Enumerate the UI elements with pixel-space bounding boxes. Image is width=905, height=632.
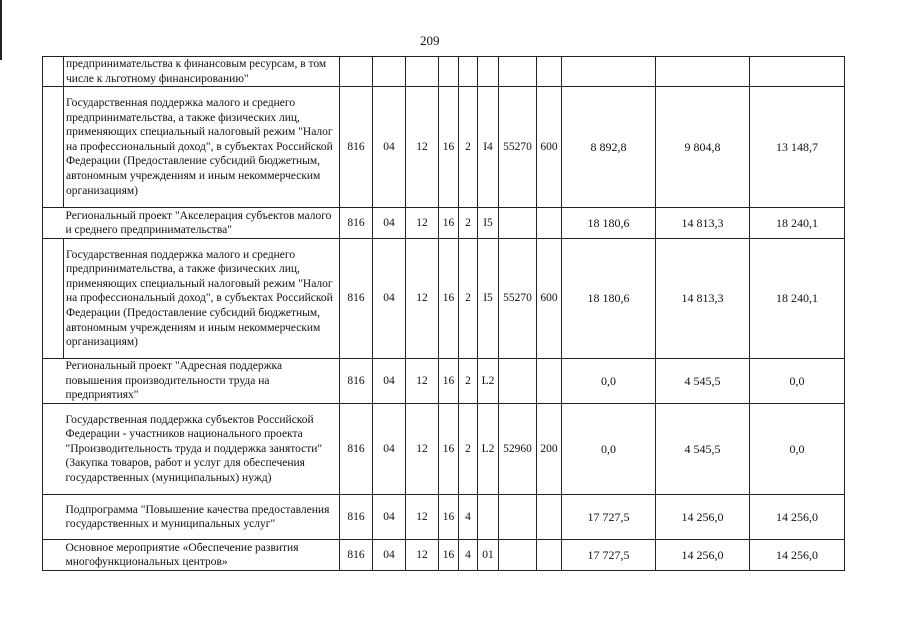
expense-type-cell <box>537 208 562 239</box>
ministry-code-cell: 816 <box>340 359 373 404</box>
project-code-cell: I5 <box>478 208 499 239</box>
table-row <box>43 540 845 571</box>
subprogram-code-cell: 2 <box>459 404 478 495</box>
amount-cell <box>562 57 656 87</box>
project-code-cell: 01 <box>478 540 499 571</box>
ministry-code-cell: 816 <box>340 208 373 239</box>
project-code-cell: I5 <box>478 239 499 359</box>
table-row <box>43 359 845 404</box>
program-code-cell: 16 <box>439 404 459 495</box>
expense-type-cell <box>537 57 562 87</box>
indent-cell <box>43 495 64 540</box>
amount-cell: 14 813,3 <box>656 239 750 359</box>
table-row <box>43 208 845 239</box>
amount-cell <box>656 57 750 87</box>
amount-cell: 18 180,6 <box>562 239 656 359</box>
subprogram-code-cell: 4 <box>459 540 478 571</box>
indent-cell <box>43 57 64 87</box>
subsection-code-cell: 12 <box>406 359 439 404</box>
page-number: 209 <box>420 33 440 48</box>
subprogram-code-cell: 2 <box>459 208 478 239</box>
item-name-cell: предпринимательства к финансовым ресурсам, в том числе к льготному финансированию" <box>64 57 340 87</box>
subprogram-code-cell: 2 <box>459 239 478 359</box>
subprogram-code-cell: 2 <box>459 87 478 208</box>
expense-type-cell <box>537 540 562 571</box>
table-row <box>43 57 845 87</box>
amount-cell: 18 240,1 <box>750 208 845 239</box>
direction-code-cell <box>499 57 537 87</box>
project-code-cell: L2 <box>478 404 499 495</box>
program-code-cell: 16 <box>439 359 459 404</box>
item-name-cell: Основное мероприятие «Обеспечение развития многофункциональных центров» <box>64 540 340 571</box>
table-row <box>43 495 845 540</box>
indent-cell <box>43 87 64 208</box>
project-code-cell <box>478 57 499 87</box>
subprogram-code-cell: 2 <box>459 359 478 404</box>
direction-code-cell: 52960 <box>499 404 537 495</box>
direction-code-cell <box>499 208 537 239</box>
subsection-code-cell: 12 <box>406 495 439 540</box>
item-name-cell: Государственная поддержка малого и среднего предпринимательства, а также физических лиц, применяющих специальный налоговый режим "Налог на профессиональный доход", в субъектах Российской Федерации (Предоставление субсидий бюджетным, автономным учреждениям и иным некоммерческим организациям) <box>64 239 340 359</box>
item-name-cell: Подпрограмма "Повышение качества предоставления государственных и муниципальных услуг" <box>64 495 340 540</box>
project-code-cell: I4 <box>478 87 499 208</box>
program-code-cell: 16 <box>439 208 459 239</box>
table-row <box>43 404 845 495</box>
amount-cell: 14 813,3 <box>656 208 750 239</box>
expense-type-cell: 600 <box>537 239 562 359</box>
direction-code-cell <box>499 359 537 404</box>
section-code-cell: 04 <box>373 404 406 495</box>
ministry-code-cell: 816 <box>340 87 373 208</box>
subsection-code-cell <box>406 57 439 87</box>
direction-code-cell <box>499 495 537 540</box>
page-edge-rule <box>0 0 2 60</box>
amount-cell: 14 256,0 <box>656 540 750 571</box>
section-code-cell: 04 <box>373 540 406 571</box>
subprogram-code-cell: 4 <box>459 495 478 540</box>
ministry-code-cell: 816 <box>340 495 373 540</box>
amount-cell: 14 256,0 <box>750 495 845 540</box>
program-code-cell <box>439 57 459 87</box>
subsection-code-cell: 12 <box>406 87 439 208</box>
amount-cell: 0,0 <box>562 404 656 495</box>
subsection-code-cell: 12 <box>406 208 439 239</box>
program-code-cell: 16 <box>439 239 459 359</box>
amount-cell: 0,0 <box>750 359 845 404</box>
direction-code-cell <box>499 540 537 571</box>
section-code-cell <box>373 57 406 87</box>
direction-code-cell: 55270 <box>499 87 537 208</box>
amount-cell: 4 545,5 <box>656 359 750 404</box>
amount-cell: 14 256,0 <box>750 540 845 571</box>
amount-cell: 0,0 <box>562 359 656 404</box>
subprogram-code-cell <box>459 57 478 87</box>
item-name-cell: Государственная поддержка субъектов Российской Федерации - участников национального проекта "Производительность труда и поддержка занятости" (Закупка товаров, работ и услуг для обеспечения государственных (муниципальных) нужд) <box>64 404 340 495</box>
indent-cell <box>43 359 64 404</box>
item-name-cell: Региональный проект "Адресная поддержка повышения производительности труда на предприятиях" <box>64 359 340 404</box>
amount-cell: 13 148,7 <box>750 87 845 208</box>
budget-table <box>42 56 845 571</box>
amount-cell: 9 804,8 <box>656 87 750 208</box>
ministry-code-cell: 816 <box>340 239 373 359</box>
amount-cell: 18 240,1 <box>750 239 845 359</box>
amount-cell <box>750 57 845 87</box>
subsection-code-cell: 12 <box>406 540 439 571</box>
section-code-cell: 04 <box>373 208 406 239</box>
table-body <box>43 57 845 571</box>
table-row <box>43 239 845 359</box>
section-code-cell: 04 <box>373 87 406 208</box>
amount-cell: 4 545,5 <box>656 404 750 495</box>
expense-type-cell <box>537 495 562 540</box>
amount-cell: 0,0 <box>750 404 845 495</box>
subsection-code-cell: 12 <box>406 239 439 359</box>
project-code-cell <box>478 495 499 540</box>
amount-cell: 17 727,5 <box>562 495 656 540</box>
indent-cell <box>43 208 64 239</box>
item-name-cell: Региональный проект "Акселерация субъектов малого и среднего предпринимательства" <box>64 208 340 239</box>
ministry-code-cell: 816 <box>340 404 373 495</box>
program-code-cell: 16 <box>439 495 459 540</box>
expense-type-cell: 200 <box>537 404 562 495</box>
section-code-cell: 04 <box>373 239 406 359</box>
expense-type-cell <box>537 359 562 404</box>
program-code-cell: 16 <box>439 540 459 571</box>
expense-type-cell: 600 <box>537 87 562 208</box>
program-code-cell: 16 <box>439 87 459 208</box>
table-row <box>43 87 845 208</box>
amount-cell: 14 256,0 <box>656 495 750 540</box>
indent-cell <box>43 540 64 571</box>
subsection-code-cell: 12 <box>406 404 439 495</box>
section-code-cell: 04 <box>373 359 406 404</box>
ministry-code-cell <box>340 57 373 87</box>
item-name-cell: Государственная поддержка малого и среднего предпринимательства, а также физических лиц, применяющих специальный налоговый режим "Налог на профессиональный доход", в субъектах Российской Федерации (Предоставление субсидий бюджетным, автономным учреждениям и иным некоммерческим организациям) <box>64 87 340 208</box>
indent-cell <box>43 239 64 359</box>
amount-cell: 8 892,8 <box>562 87 656 208</box>
indent-cell <box>43 404 64 495</box>
project-code-cell: L2 <box>478 359 499 404</box>
ministry-code-cell: 816 <box>340 540 373 571</box>
amount-cell: 18 180,6 <box>562 208 656 239</box>
direction-code-cell: 55270 <box>499 239 537 359</box>
section-code-cell: 04 <box>373 495 406 540</box>
amount-cell: 17 727,5 <box>562 540 656 571</box>
